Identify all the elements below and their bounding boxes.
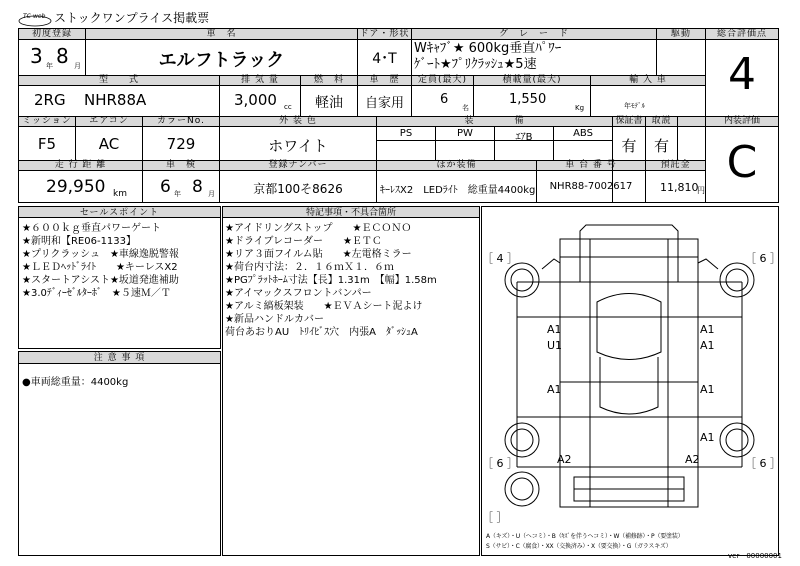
inspection-month: 8 xyxy=(192,177,203,197)
sales-point: ★プリクラッシュ ★車線逸脱警報 xyxy=(22,249,179,260)
aircon: AC xyxy=(98,135,120,153)
equipment-pw: PW xyxy=(457,128,473,139)
label-inspection: 車 検 xyxy=(165,160,196,170)
damage-mark: A1 xyxy=(700,323,715,336)
usage: 自家用 xyxy=(364,96,404,111)
color-no: 729 xyxy=(166,135,196,153)
label-special-notes: 特記事項・不具合箇所 xyxy=(305,208,396,218)
tire-front-left: ［ 4 ］ xyxy=(482,252,518,265)
recycle-unit: 円 xyxy=(697,186,705,195)
label-first-reg: 初度登録 xyxy=(31,29,72,39)
page-title: ストックワンプライス掲載票 xyxy=(54,11,210,25)
inspection-year-unit: 年 xyxy=(174,190,181,198)
equipment-abs: ABS xyxy=(573,128,593,139)
label-overall: 総合評価点 xyxy=(716,29,767,39)
reg-year-unit: 年 xyxy=(46,62,53,70)
grade-line1: Wｷｬﾌﾞ★ 600kg垂直ﾊﾟﾜｰ xyxy=(414,41,562,56)
overall-score: 4 xyxy=(728,49,756,100)
special-note: ★荷台内寸法：２．１６ｍＸ１．６ｍ xyxy=(225,262,394,273)
license-plate: 京都100そ8626 xyxy=(253,182,343,196)
damage-mark: A1 xyxy=(700,431,715,444)
label-warranty: 保証書 xyxy=(615,116,643,126)
legend-line-1: A（キズ）・U（ヘコミ）・B（ｷｽﾞを伴うヘコミ）・W（補修跡）・P（要塗装） xyxy=(486,533,684,540)
special-note: ★アルミ縞板架装 ★ＥＶＡシート泥よけ xyxy=(225,301,423,312)
damage-mark: A1 xyxy=(547,323,562,336)
label-sales-points: セールスポイント xyxy=(79,208,160,218)
label-mileage: 走 行 距 離 xyxy=(54,160,107,170)
label-manual: 取説 xyxy=(651,116,672,126)
version-label: ver 00000001 xyxy=(728,552,782,560)
sales-points-list xyxy=(22,222,179,300)
door-shape: 4･T xyxy=(372,51,397,67)
label-model: 型 式 xyxy=(98,75,139,85)
special-note: ★PGﾌﾟﾗｯﾄﾎｰﾑ寸法【長】1.31m 【幅】1.58m xyxy=(225,275,437,286)
special-note: ★ドライブレコーダー ★ＥＴＣ xyxy=(225,236,382,247)
reg-year: 3 xyxy=(30,44,43,68)
displacement: 3,000 xyxy=(234,91,277,109)
interior-score: C xyxy=(726,137,758,188)
grade-line2: ｹﾞｰﾄ★ﾌﾟﾘｸﾗｯｼｭ★5速 xyxy=(414,57,537,72)
sales-point: ★新明和【RE06-1133】 xyxy=(22,236,137,247)
label-aircon: エアコン xyxy=(89,116,129,126)
label-door: ドア・形状 xyxy=(359,29,410,39)
damage-mark: A1 xyxy=(547,383,562,396)
truck-diagram xyxy=(482,207,778,555)
other-equipment: ｷｰﾚｽX2 LEDﾗｲﾄ 総重量4400kg xyxy=(380,185,536,196)
sales-point: ★６００ｋｇ垂直パワーゲート xyxy=(22,223,161,234)
special-notes-list xyxy=(225,222,437,339)
label-displacement: 排 気 量 xyxy=(241,75,279,85)
recycle-fee: 11,810 xyxy=(660,181,699,194)
model-prefix: 2RG xyxy=(34,91,66,109)
damage-mark: A2 xyxy=(557,453,572,466)
damage-mark: A1 xyxy=(700,383,715,396)
special-note: ★アイドリングストップ ★ＥＣＯＮＯ xyxy=(225,223,412,234)
caution-list xyxy=(22,376,128,389)
label-equipment: 装 備 xyxy=(464,116,525,126)
label-drive: 駆動 xyxy=(670,29,691,39)
caution-item: ●車両総重量：4400kg xyxy=(22,377,129,388)
legend-line-2: S（サビ）・C（腐食）・XX（交換済み）・X（要交換）・G（ガラスキズ） xyxy=(486,543,672,550)
logo-text: TC-web xyxy=(23,13,46,20)
car-name: エルフトラック xyxy=(158,50,285,71)
tire-rear-right: ［ 6 ］ xyxy=(745,457,781,470)
reg-month: 8 xyxy=(56,44,69,68)
exterior-color: ホワイト xyxy=(268,137,328,155)
label-plate: 登録ナンバー xyxy=(268,160,328,170)
special-note: ★アイマックスフロントバンパー xyxy=(225,288,372,299)
label-car-name: 車 名 xyxy=(206,29,237,39)
label-caution: 注 意 事 項 xyxy=(93,353,146,363)
capacity-unit: 名 xyxy=(462,104,469,112)
tire-rear-left: ［ 6 ］ xyxy=(482,457,518,470)
label-exterior-color: 外 装 色 xyxy=(279,116,317,126)
mileage-unit: km xyxy=(113,189,127,199)
label-usage: 車 歴 xyxy=(369,75,400,85)
equipment-airbag: ｴｱB xyxy=(515,132,533,143)
manual: 有 xyxy=(653,137,669,155)
load: 1,550 xyxy=(509,92,547,107)
inspection-month-unit: 月 xyxy=(208,190,215,198)
special-note: 荷台あおりAU ﾄﾘｲﾋﾞｽ穴 内張A ﾀﾞｯｼｭA xyxy=(225,327,418,338)
label-recycle: 預託金 xyxy=(660,160,691,170)
label-interior: 内装評価 xyxy=(723,116,760,126)
tire-spare: ［ ］ xyxy=(482,511,508,524)
damage-mark: A2 xyxy=(685,453,700,466)
damage-mark: A1 xyxy=(700,339,715,352)
label-fuel: 燃 料 xyxy=(313,75,344,85)
capacity: 6 xyxy=(440,92,449,107)
warranty: 有 xyxy=(621,137,637,155)
reg-month-unit: 月 xyxy=(74,62,81,70)
special-note: ★新品ハンドルカバー xyxy=(225,314,324,325)
label-chassis: 車 台 番 号 xyxy=(565,160,617,170)
sales-point: ★3.0ﾃﾞｨｰｾﾞﾙﾀｰﾎﾞ ★５速Ｍ／Ｔ xyxy=(22,288,171,299)
logo xyxy=(18,12,52,24)
inspection-year: 6 xyxy=(160,177,171,197)
chassis-number: NHR88-7002617 xyxy=(549,181,633,192)
load-unit: Kg xyxy=(575,104,585,112)
label-load: 積載量(最大) xyxy=(502,75,562,85)
sales-point: ★スタートアシスト★坂道発進補助 xyxy=(22,275,179,286)
label-other-equipment: ほか装備 xyxy=(436,160,477,170)
label-import: 輸 入 車 xyxy=(629,75,667,85)
equipment-ps: PS xyxy=(399,128,413,139)
model: NHR88A xyxy=(84,91,147,109)
label-mission: ミッション xyxy=(22,116,72,126)
label-grade: グ レ ー ド xyxy=(498,29,569,39)
tire-front-right: ［ 6 ］ xyxy=(745,252,781,265)
damage-mark: U1 xyxy=(547,339,563,352)
mission: F5 xyxy=(37,135,57,153)
label-color-no: カラーNo. xyxy=(157,116,205,126)
model-year-label: 年ﾓﾃﾞﾙ xyxy=(624,102,645,110)
special-note: ★リア３面フイルム貼 ★左電格ミラー xyxy=(225,249,412,260)
sales-point: ★ＬＥＤﾍｯﾄﾞﾗｲﾄ ★キーレスX2 xyxy=(22,262,178,273)
label-capacity: 定員(最大) xyxy=(417,75,468,85)
mileage: 29,950 xyxy=(46,177,106,197)
fuel: 軽油 xyxy=(315,95,343,111)
displacement-unit: cc xyxy=(284,103,292,111)
